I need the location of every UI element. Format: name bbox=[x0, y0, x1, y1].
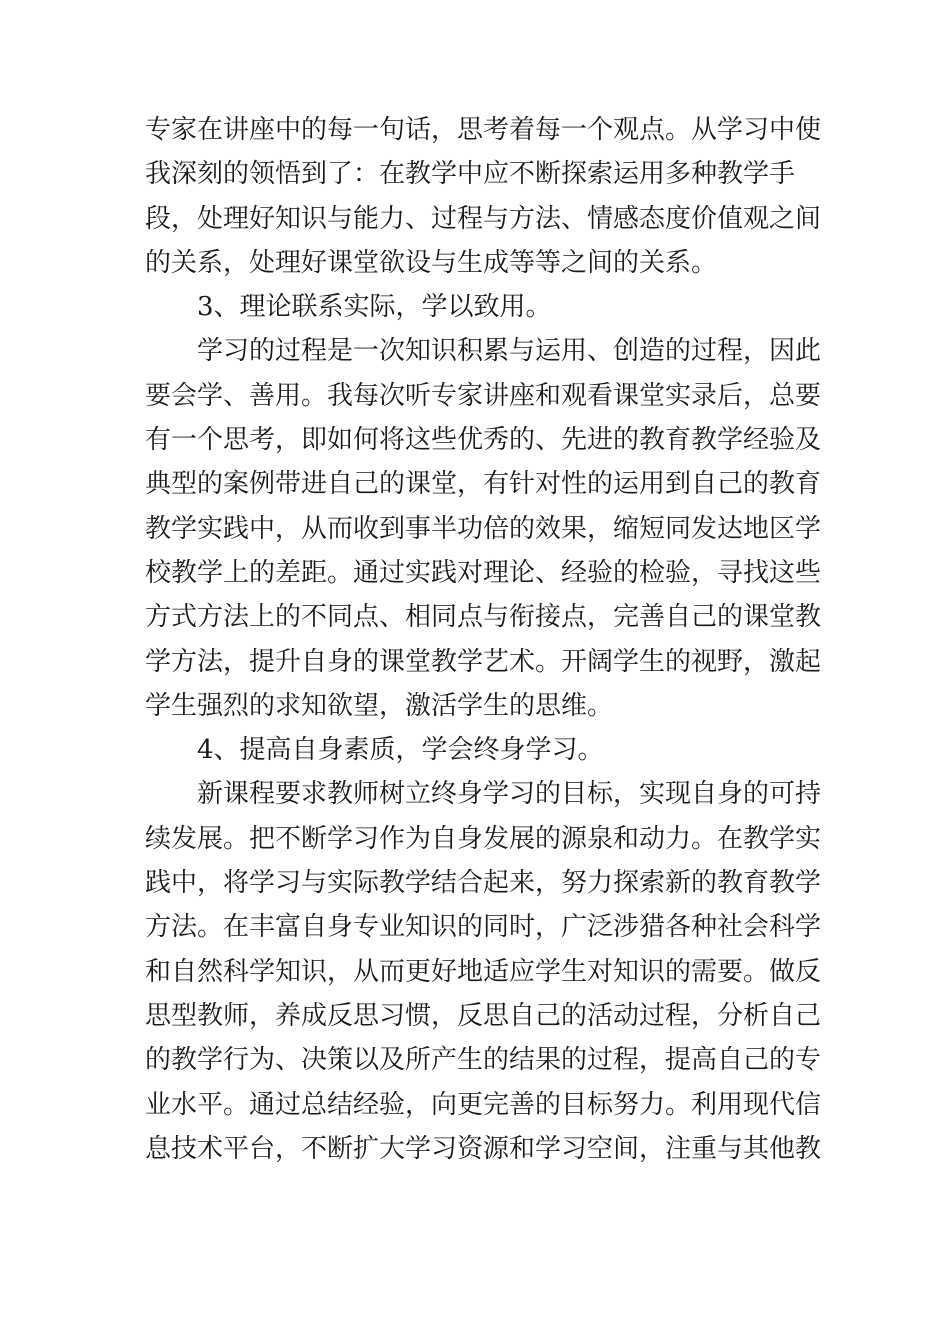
text-line: 3、理论联系实际，学以致用。 bbox=[197, 292, 552, 323]
text-line: 4、提高自身素质，学会终身学习。 bbox=[197, 735, 604, 766]
text-line: 方式方法上的不同点、相同点与衔接点，完善自己的课堂教 bbox=[145, 602, 822, 633]
text-line: 的关系，处理好课堂欲设与生成等等之间的关系。 bbox=[145, 247, 718, 278]
body-text bbox=[145, 108, 845, 1171]
text-line: 践中，将学习与实际教学结合起来，努力探索新的教育教学 bbox=[145, 868, 822, 899]
text-line: 要会学、善用。我每次听专家讲座和观看课堂实录后，总要 bbox=[145, 380, 822, 411]
text-line: 续发展。把不断学习作为自身发展的源泉和动力。在教学实 bbox=[145, 823, 822, 854]
text-line: 段，处理好知识与能力、过程与方法、情感态度价值观之间 bbox=[145, 203, 822, 234]
text-line: 学方法，提升自身的课堂教学艺术。开阔学生的视野，激起 bbox=[145, 646, 822, 677]
text-line: 方法。在丰富自身专业知识的同时，广泛涉猎各种社会科学 bbox=[145, 912, 822, 943]
text-line: 校教学上的差距。通过实践对理论、经验的检验，寻找这些 bbox=[145, 557, 822, 588]
text-line: 典型的案例带进自己的课堂，有针对性的运用到自己的教育 bbox=[145, 469, 822, 500]
text-line: 的教学行为、决策以及所产生的结果的过程，提高自己的专 bbox=[145, 1045, 822, 1076]
text-line: 教学实践中，从而收到事半功倍的效果，缩短同发达地区学 bbox=[145, 513, 822, 544]
text-line: 我深刻的领悟到了：在教学中应不断探索运用多种教学手 bbox=[145, 159, 796, 190]
text-line: 新课程要求教师树立终身学习的目标，实现自身的可持 bbox=[197, 779, 822, 810]
text-line: 学习的过程是一次知识积累与运用、创造的过程，因此 bbox=[197, 336, 822, 367]
text-line: 学生强烈的求知欲望，激活学生的思维。 bbox=[145, 690, 614, 721]
text-line: 和自然科学知识，从而更好地适应学生对知识的需要。做反 bbox=[145, 956, 822, 987]
text-line: 专家在讲座中的每一句话，思考着每一个观点。从学习中使 bbox=[145, 115, 822, 145]
text-line: 息技术平台，不断扩大学习资源和学习空间，注重与其他教 bbox=[145, 1133, 822, 1164]
text-line: 思型教师，养成反思习惯，反思自己的活动过程，分析自己 bbox=[145, 1000, 822, 1031]
text-line: 业水平。通过总结经验，向更完善的目标努力。利用现代信 bbox=[145, 1089, 822, 1120]
text-line: 有一个思考，即如何将这些优秀的、先进的教育教学经验及 bbox=[145, 425, 822, 456]
